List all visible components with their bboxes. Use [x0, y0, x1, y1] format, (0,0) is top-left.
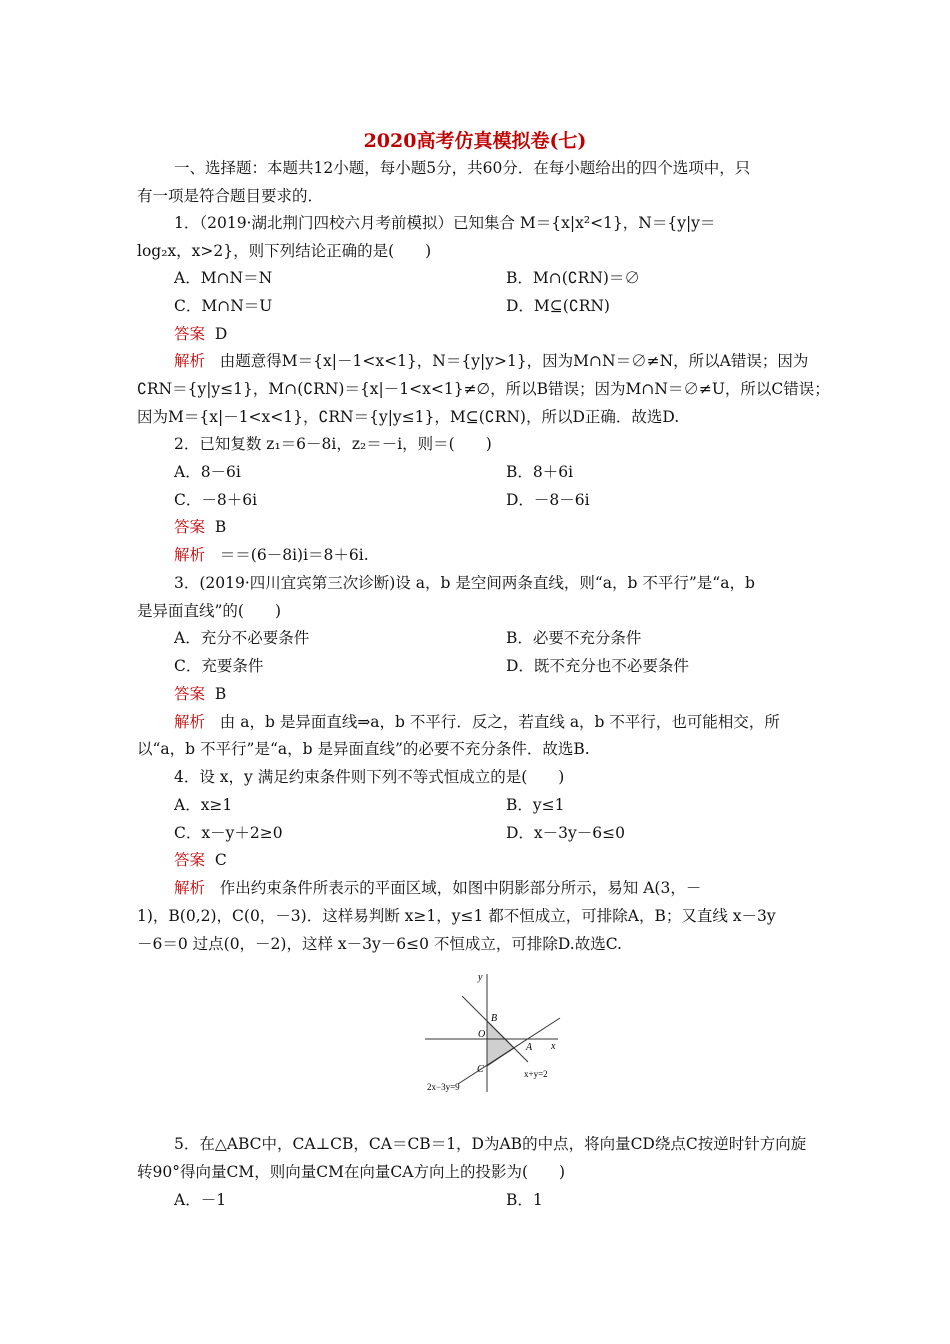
q3-analysis-line1: [174, 712, 780, 732]
q3-option-b: B．必要不充分条件: [506, 629, 642, 647]
q2-analysis-text: ＝＝(6－8i)i＝8＋6i.: [219, 546, 369, 564]
q4-option-a: A．x≥1: [174, 796, 233, 814]
q4-analysis-text1: 作出约束条件所表示的平面区域，如图中阴影部分所示，易知 A(3，－: [219, 879, 702, 897]
q1-option-d: D．M⊆(∁RN): [506, 297, 610, 315]
analysis-label: 解析: [174, 546, 206, 564]
line-label-x-plus-y: x+y=2: [524, 1069, 548, 1079]
q1-analysis-text1: 由题意得M＝{x|－1<x<1}，N＝{y|y>1}，因为M∩N＝∅≠N，所以A错误；因为: [219, 352, 809, 370]
q3-stem-line1: 3．(2019·四川宜宾第三次诊断)设 a，b 是空间两条直线，则“a，b 不平行”是“a，b: [174, 574, 755, 592]
q5-option-b: B．1: [506, 1191, 543, 1209]
q2-option-c: C．－8＋6i: [174, 491, 258, 509]
q4-stem: 4．设 x，y 满足约束条件则下列不等式恒成立的是( ): [174, 768, 565, 786]
answer-label: 答案: [174, 685, 206, 703]
q4-answer: C: [214, 851, 227, 869]
point-a-label: A: [526, 1042, 533, 1053]
q5-stem-line1: 5．在△ABC中，CA⊥CB，CA＝CB＝1，D为AB的中点，将向量CD绕点C按逆时针方向旋: [174, 1135, 807, 1153]
constraint-region-figure: [420, 966, 570, 1096]
q3-option-a: A．充分不必要条件: [174, 629, 310, 647]
q2-option-b: B．8＋6i: [506, 463, 574, 481]
q4-option-b: B．y≤1: [506, 796, 565, 814]
q1-answer-row: [174, 324, 227, 344]
q1-stem-line2: log₂x，x>2}，则下列结论正确的是( ): [137, 242, 432, 260]
answer-label: 答案: [174, 518, 206, 536]
y-axis-label: y: [478, 972, 483, 983]
q1-analysis-line3: 因为M＝{x|－1<x<1}，∁RN＝{y|y≤1}，M⊆(∁RN)，所以D正确．故选D.: [137, 408, 680, 426]
q1-option-b: B．M∩(∁RN)＝∅: [506, 269, 640, 287]
q2-option-a: A．8－6i: [174, 463, 241, 481]
q2-answer-row: [174, 517, 226, 537]
q1-answer: D: [214, 325, 228, 343]
q3-option-d: D．既不充分也不必要条件: [506, 657, 689, 675]
origin-label: O: [478, 1029, 486, 1040]
q5-stem-line2: 转90°得向量CM，则向量CM在向量CA方向上的投影为( ): [137, 1163, 566, 1181]
q3-answer-row: [174, 684, 226, 704]
x-axis-label: x: [551, 1041, 556, 1052]
q3-analysis-text1: 由 a，b 是异面直线⇒a，b 不平行．反之，若直线 a，b 不平行，也可能相交，所: [219, 713, 780, 731]
section-intro-line1: 一、选择题：本题共12小题，每小题5分，共60分．在每小题给出的四个选项中，只: [174, 159, 751, 177]
q1-option-a: A．M∩N＝N: [174, 269, 273, 287]
point-c-label: C: [477, 1064, 484, 1075]
answer-label: 答案: [174, 325, 206, 343]
section-intro-line2: 有一项是符合题目要求的．: [137, 187, 324, 205]
q4-analysis-line3: －6＝0 过点(0，－2)，这样 x－3y－6≤0 不恒成立，可排除D.故选C.: [137, 935, 622, 953]
q2-answer: B: [214, 518, 227, 536]
q2-analysis: [174, 545, 369, 565]
page-title: 2020高考仿真模拟卷(七): [363, 130, 587, 152]
q4-analysis-line2: 1)，B(0,2)，C(0，－3)．这样易判断 x≥1，y≤1 都不恒成立，可排除A，B；又直线 x－3y: [137, 907, 776, 925]
q5-option-a: A．－1: [174, 1191, 227, 1209]
q4-analysis-line1: [174, 878, 701, 898]
q2-option-d: D．－8－6i: [506, 491, 590, 509]
line-label-2x-3y: 2x−3y=9: [427, 1082, 460, 1092]
point-b-label: B: [491, 1013, 498, 1024]
analysis-label: 解析: [174, 352, 206, 370]
q1-analysis-line1: [174, 351, 808, 371]
q2-stem: 2．已知复数 z₁＝6－8i，z₂＝－i，则＝( ): [174, 435, 492, 453]
analysis-label: 解析: [174, 879, 206, 897]
q3-answer: B: [214, 685, 227, 703]
q3-stem-line2: 是异面直线”的( ): [137, 602, 282, 620]
q1-analysis-line2: ∁RN＝{y|y≤1}，M∩(∁RN)＝{x|－1<x<1}≠∅，所以B错误；因为M∩N＝∅≠U，所以C错误；: [137, 380, 830, 398]
q3-option-c: C．充要条件: [174, 657, 264, 675]
q3-analysis-line2: 以“a，b 不平行”是“a，b 是异面直线”的必要不充分条件．故选B.: [137, 740, 590, 758]
q1-stem-line1: 1．（2019·湖北荆门四校六月考前模拟）已知集合 M＝{x|x²<1}，N＝{y|y＝: [174, 214, 716, 232]
q4-answer-row: [174, 850, 227, 870]
q4-option-d: D．x－3y－6≤0: [506, 824, 625, 842]
q1-option-c: C．M∩N＝U: [174, 297, 273, 315]
analysis-label: 解析: [174, 713, 206, 731]
q4-option-c: C．x－y＋2≥0: [174, 824, 283, 842]
answer-label: 答案: [174, 851, 206, 869]
